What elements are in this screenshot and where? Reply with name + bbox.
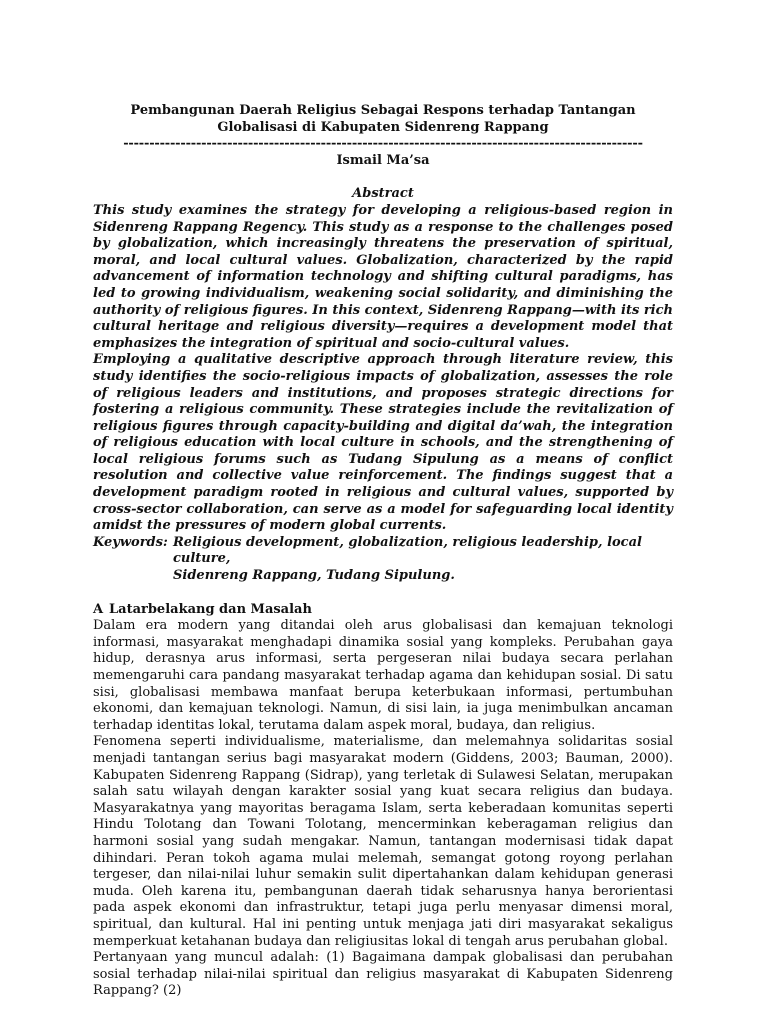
abstract-paragraph-2: Employing a qualitative descriptive approach through literature review, this study identifies the socio-religious impacts of globalization, assesses the role of religious leaders and institutions, and proposes strategic directions for fostering a religious community. These strategies include the revitalization of religious figures through capacity-building and digital da’wah, the integration of religious education with local culture in schools, and the strengthening of local religious forums such as Tudang Sipulung as a means of conflict resolution and collective value reinforcement. The findings suggest that a development paradigm rooted in religious and cultural values, supported by cross-sector collaboration, can serve as a model for safeguarding local identity amidst the pressures of modern global currents. bbox=[93, 352, 673, 534]
title-separator: ---------------------------------------------------------------------------------------------------- bbox=[123, 136, 643, 152]
author-name: Ismail Ma’sa bbox=[336, 152, 430, 168]
section-heading bbox=[93, 602, 673, 619]
abstract-heading: Abstract bbox=[352, 186, 414, 202]
keywords-label: Keywords: bbox=[93, 534, 168, 550]
body-paragraph-1: Dalam era modern yang ditandai oleh arus globalisasi dan kemajuan teknologi informasi, masyarakat menghadapi dinamika sosial yang kompleks. Perubahan gaya hidup, derasnya arus informasi, serta pergeseran nilai budaya secara perlahan memengaruhi cara pandang masyarakat terhadap agama dan kehidupan sosial. Di satu sisi, globalisasi membawa manfaat berupa keterbukaan informasi, pertumbuhan ekonomi, dan kemajuan teknologi. Namun, di sisi lain, ia juga menimbulkan ancaman terhadap identitas lokal, terutama dalam aspek moral, budaya, dan religius. bbox=[93, 618, 673, 733]
paper-title: Pembangunan Daerah Religius Sebagai Respons terhadap Tantangan Globalisasi di Kabupaten Sidenreng Rappang bbox=[130, 103, 636, 135]
body-paragraph-2: Fenomena seperti individualisme, materialisme, dan melemahnya solidaritas sosial menjadi tantangan serius bagi masyarakat modern (Giddens, 2003; Bauman, 2000). Kabupaten Sidenreng Rappang (Sidrap), yang terletak di Sulawesi Selatan, merupakan salah satu wilayah dengan karakter sosial yang kuat secara religius dan budaya. Masyarakatnya yang mayoritas beragama Islam, serta keberadaan komunitas seperti Hindu Tolotang dan Towani Tolotang, mencerminkan keberagaman religius dan harmoni sosial yang sudah mengakar. Namun, tantangan modernisasi tidak dapat dihindari. Peran tokoh agama mulai melemah, semangat gotong royong perlahan tergeser, dan nilai-nilai luhur semakin sulit dipertahankan dalam kehidupan generasi muda. Oleh karena itu, pembangunan daerah tidak seharusnya hanya berorientasi pada aspek ekonomi dan infrastruktur, tetapi juga perlu menyasar dimensi moral, spiritual, dan kultural. Hal ini penting untuk menjaga jati diri masyarakat sekaligus memperkuat ketahanan budaya dan religiusitas lokal di tengah arus perubahan global. bbox=[93, 734, 673, 949]
keywords-line-1: Religious development, globalization, religious leadership, local culture, bbox=[173, 534, 642, 567]
keywords-row bbox=[93, 535, 673, 568]
section-title: Latarbelakang dan Masalah bbox=[109, 601, 312, 617]
keywords-line-2: Sidenreng Rappang, Tudang Sipulung. bbox=[173, 568, 455, 584]
document-page bbox=[93, 103, 673, 1000]
section-number: A bbox=[93, 601, 104, 617]
abstract-paragraph-1: This study examines the strategy for developing a religious-based region in Sidenreng Rappang Regency. This study as a response to the challenges posed by globalization, which increasingly threatens the preservation of spiritual, moral, and local cultural values. Globalization, characterized by the rapid advancement of information technology and shifting cultural paradigms, has led to growing individualism, weakening social solidarity, and diminishing the authority of religious figures. In this context, Sidenreng Rappang—with its rich cultural heritage and religious diversity—requires a development model that emphasizes the integration of spiritual and socio-cultural values. bbox=[93, 202, 673, 351]
body-paragraph-3: Pertanyaan yang muncul adalah: (1) Bagaimana dampak globalisasi dan perubahan sosial terhadap nilai-nilai spiritual dan religius masyarakat di Kabupaten Sidenreng Rappang? (2) bbox=[93, 950, 673, 999]
